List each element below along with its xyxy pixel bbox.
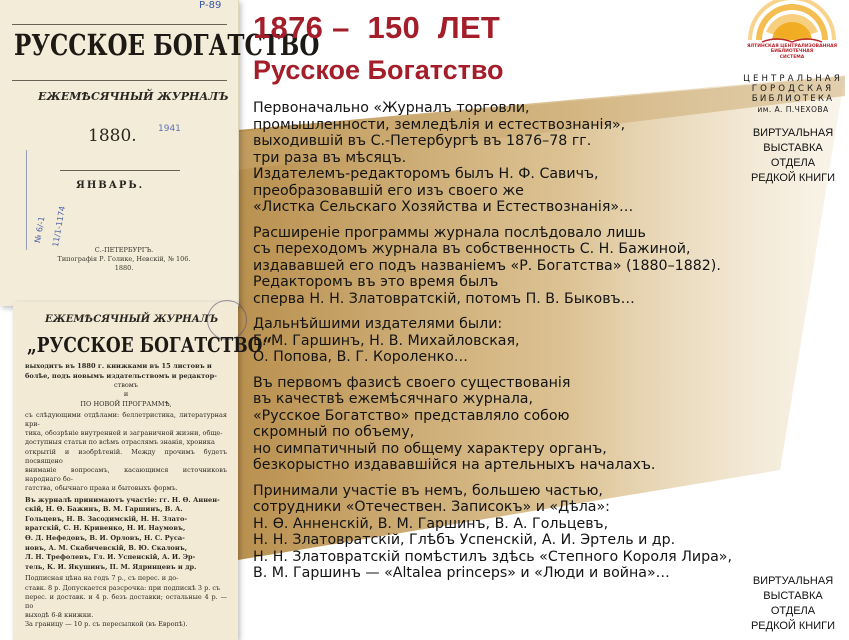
announcement-line: Ѳ. Д. Нефедовъ, В. И. Орловъ, Н. С. Русa- xyxy=(25,534,185,542)
text-line: Издателемъ-редакторомъ былъ Н. Ф. Савичъ, xyxy=(253,166,599,182)
imprint-line: 1880. xyxy=(114,264,134,272)
announcement-line: ствомъ xyxy=(113,381,138,390)
library-name xyxy=(741,74,845,115)
announcement-line: открытій и изобрѣтеній. Между прочимъ будетъ посвящено xyxy=(25,447,227,465)
exhibit-label-bottom xyxy=(740,574,846,634)
announcement-line: Л. Н. Трефолевъ, Гл. И. Успенскій, А. И. Эр- xyxy=(25,553,196,562)
announcement-line: Въ журналѣ принимаютъ участіе: гг. Н. Ѳ. Аннен- xyxy=(25,495,220,504)
announcement-line: болѣе, подъ новымъ издательствомъ и редактор- xyxy=(25,371,217,380)
announcement-line: тель, К. И. Якушинъ, П. М. Ядринцевъ и др. xyxy=(25,562,197,571)
paragraph xyxy=(253,375,753,474)
text-line: издававшей его подъ названіемъ «Р. Богатства» (1880–1882). xyxy=(253,257,721,274)
announcement-body xyxy=(25,362,227,632)
logo-caption-line: ЯЛТИНСКАЯ ЦЕНТРАЛИЗОВАННАЯ xyxy=(746,44,838,49)
library-logo xyxy=(742,6,842,70)
imprint-line: Типографія Р. Голике, Невскій, № 106. xyxy=(57,255,191,263)
handwriting-line: 11/1-1174 xyxy=(51,205,68,248)
text-line: въ качествѣ ежемѣсячнаго журнала, xyxy=(253,391,533,407)
announcement-line: перес. и доставк. и 4 р. безъ доставки; остальные 4 р. — по xyxy=(25,592,227,610)
text-line: три раза въ мѣсяцъ. xyxy=(253,149,407,166)
handwritten-notes xyxy=(26,150,71,250)
text-line: Н. Н. Златовратскій, Глѣбъ Успенскій, А. И. Эртель и др. xyxy=(253,532,676,548)
text-line: безкорыстно издававшійся на артельныхъ началахъ. xyxy=(253,457,656,473)
exhibit-label-line: ВИРТУАЛЬНАЯ xyxy=(752,127,834,139)
exhibit-label-top xyxy=(740,126,846,186)
text-line: «Русское Богатство» представляло собою xyxy=(253,407,570,424)
text-line: В. М. Гаршинъ — «Altalea princeps» и «Люди и война»… xyxy=(253,565,670,581)
announcement-line: ставк. 8 р. Допускается разсрочка: при подпискѣ 3 р. съ xyxy=(25,583,221,592)
cover-month: ЯНВАРЬ. xyxy=(76,180,145,191)
text-line: О. Попова, В. Г. Короленко… xyxy=(253,349,468,365)
text-line: выходившій въ С.-Петербургѣ въ 1876–78 гг. xyxy=(253,133,592,149)
announcement-line: Гольцевъ, Н. В. Засодимскій, Н. Н. Злато- xyxy=(25,514,188,523)
announcement-line: ПО НОВОЙ ПРОГРАММѢ, xyxy=(80,399,172,408)
cover-imprint xyxy=(24,246,224,273)
text-line: Первоначально «Журналъ торговли, xyxy=(253,100,530,116)
announcement-line: скій, Н. Ѳ. Бажинъ, В. М. Гаршинъ, В. А. xyxy=(25,505,183,514)
logo-caption-line: СИСТЕМА xyxy=(779,54,805,60)
text-line: Е. М. Гаршинъ, Н. В. Михайловская, xyxy=(253,332,520,349)
announcement-line: гатства, обычнаго права и бытовыхъ формъ. xyxy=(25,484,178,493)
handwriting-line: № 6/-1 xyxy=(33,215,47,244)
cover-scan-image xyxy=(0,0,320,306)
announcement-line: выходитъ въ 1880 г. книжками въ 15 листовъ и xyxy=(25,362,212,370)
library-name-line: им. А. П.ЧЕХОВА xyxy=(757,104,829,114)
announcement-header: ЕЖЕМѢСЯЧНЫЙ ЖУРНАЛЪ xyxy=(45,314,219,325)
logo-caption xyxy=(742,44,842,60)
announcement-line: За границу — 10 р. съ пересылкой (въ Европѣ). xyxy=(25,620,188,629)
text-line: Н. Ѳ. Анненскій, В. М. Гаршинъ, В. А. Гольцевъ, xyxy=(253,515,609,532)
library-stamp: Р-89 xyxy=(199,0,222,11)
exhibit-label-line: ВЫСТАВКА xyxy=(763,142,823,154)
text-line: Въ первомъ фазисѣ своего существованія xyxy=(253,374,571,391)
announcement-line: выходѣ 6-й книжки. xyxy=(25,611,94,620)
exhibit-label-line: РЕДКОЙ КНИГИ xyxy=(750,620,836,632)
logo-caption-line: БИБЛИОТЕЧНАЯ xyxy=(770,49,814,55)
text-line: Н. Н. Златовратскій помѣстилъ здѣсь «Степного Короля Лира», xyxy=(253,548,732,565)
exhibit-label-line: ВЫСТАВКА xyxy=(763,590,823,602)
announcement-line: тика, обозрѣніе внутренней и заграничной жизни, обще- xyxy=(25,429,223,438)
text-line: съ переходомъ журнала въ собственность С. Н. Бажиной, xyxy=(253,241,691,257)
exhibit-label-line: ВИРТУАЛЬНАЯ xyxy=(752,575,834,587)
text-line: Принимали участіе въ немъ, большею частью, xyxy=(253,482,603,499)
text-line: преобразовавшій его изъ своего же xyxy=(253,182,524,199)
announcement-line: вниманіе вопросамъ, касающимся источниковъ народнаго бо- xyxy=(25,466,227,484)
announcement-line: съ слѣдующими отдѣлами: беллетристика, литературная кри- xyxy=(25,410,227,428)
cover-subtitle: ЕЖЕМѢСЯЧНЫЙ ЖУРНАЛЪ xyxy=(38,90,229,103)
text-line: Редакторомъ въ это время былъ xyxy=(253,274,499,290)
text-line: Расширеніе программы журнала послѣдовало лишь xyxy=(253,224,646,241)
text-line: «Листка Сельскаго Хозяйства и Естествознанія»… xyxy=(253,199,634,215)
exhibit-label-line: ОТДЕЛА xyxy=(770,605,816,617)
announcement-line: вратскій, С. Н. Кривенко, Н. И. Наумовъ, xyxy=(25,524,186,533)
announcement-scan-image xyxy=(13,302,273,640)
paragraph xyxy=(253,316,753,366)
cover-title: РУССКОЕ БОГАТСТВО xyxy=(14,28,320,63)
text-line: промышленности, земледѣлія и естествознанія», xyxy=(253,116,626,133)
exhibit-label-line: РЕДКОЙ КНИГИ xyxy=(750,172,836,184)
text-line: сперва Н. Н. Златовратскій, потомъ П. В. Быковъ… xyxy=(253,290,635,307)
announcement-line: новъ, А. М. Скабичевскій, В. Ю. Скалонъ, xyxy=(25,543,187,552)
library-name-line: ГОРОДСКАЯ xyxy=(751,84,835,95)
cover-rule xyxy=(12,24,227,25)
paragraph xyxy=(253,100,753,216)
text-line: скромный по объему, xyxy=(253,424,415,440)
main-text xyxy=(253,100,753,591)
announcement-title: „РУССКОЕ БОГАТСТВО“ xyxy=(27,334,273,358)
text-line: Дальнѣйшими издателями были: xyxy=(253,316,503,332)
stamp-year: 1941 xyxy=(158,124,181,134)
slide-subtitle: Русское Богатство xyxy=(253,55,504,85)
text-line: но симпатичный по общему характеру органъ, xyxy=(253,440,607,457)
announcement-line: и xyxy=(123,390,129,399)
paragraph xyxy=(253,483,753,582)
announcement-line: доступныя статьи по всѣмъ отраслямъ знанія, хроника xyxy=(25,438,215,447)
exhibit-label-line: ОТДЕЛА xyxy=(770,157,816,169)
announcement-line: Подписная цѣна на годъ 7 р., съ перес. и до- xyxy=(25,574,179,583)
library-name-line: БИБЛИОТЕКА xyxy=(751,94,835,105)
slide-title: 1876 – 150 ЛЕТ xyxy=(253,10,501,45)
cover-rule xyxy=(12,80,227,81)
library-name-line: ЦЕНТРАЛЬНАЯ xyxy=(743,74,843,84)
text-line: сотрудники «Отечествен. Записокъ» и «Дѣла»: xyxy=(253,499,610,515)
imprint-line: С.-ПЕТЕРБУРГЪ. xyxy=(94,246,154,254)
sunrise-book-logo-icon xyxy=(742,6,842,44)
cover-rule xyxy=(60,170,180,171)
paragraph xyxy=(253,225,753,308)
cover-year: 1880. xyxy=(88,126,137,146)
